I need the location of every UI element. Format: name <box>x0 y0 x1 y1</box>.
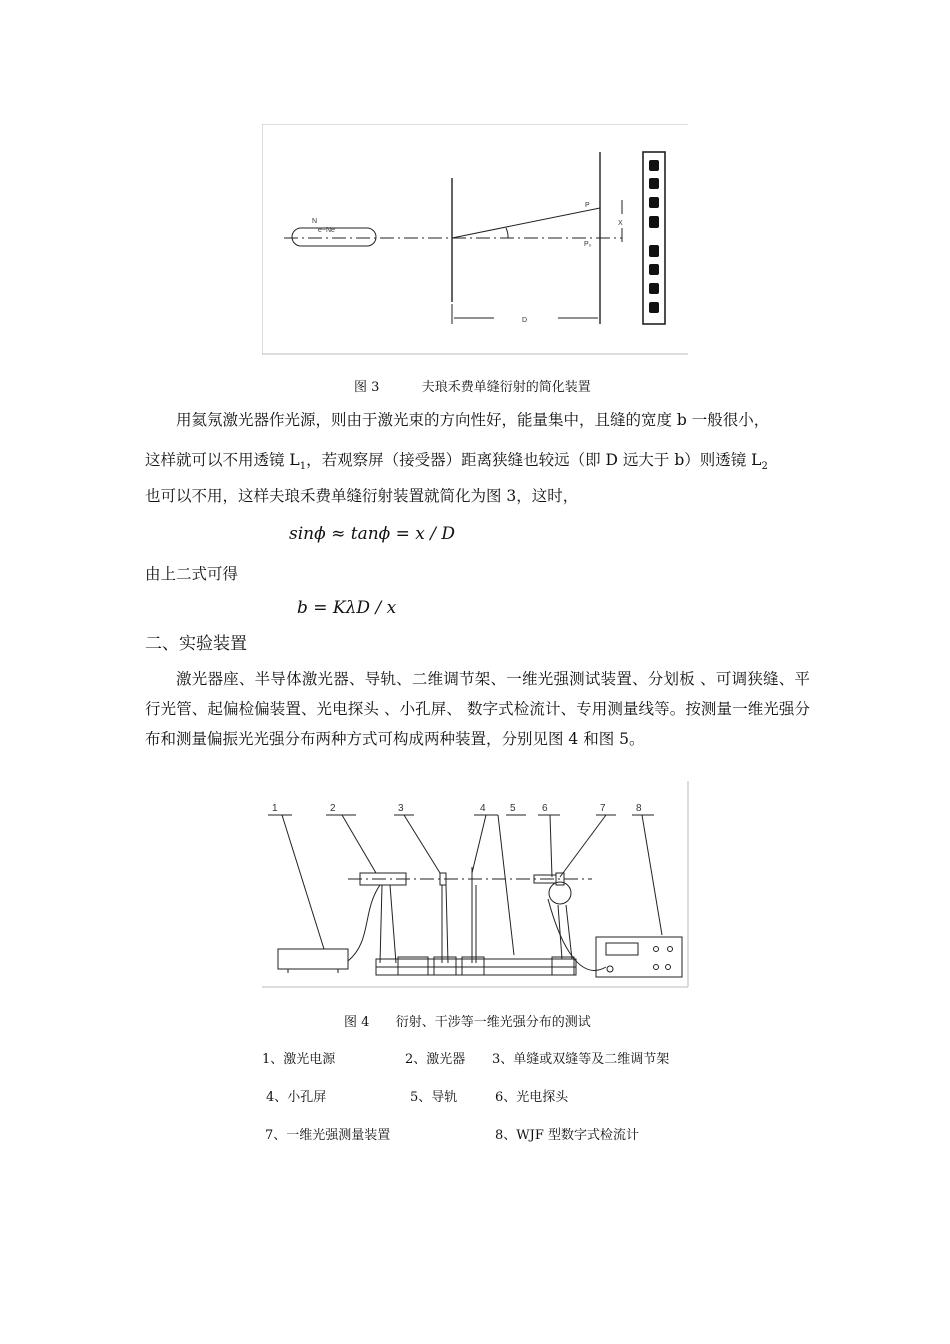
fringe <box>649 302 659 313</box>
figure-4-caption <box>344 1011 591 1030</box>
fringe <box>649 283 659 294</box>
section-heading: 二、实验装置 <box>145 634 247 654</box>
paragraph-1-line-3: 也可以不用，这样夫琅禾费单缝衍射装置就简化为图 3，这时， <box>145 487 579 505</box>
legend-item: 4、小孔屏 <box>266 1090 327 1105</box>
fig4-number: 8 <box>636 803 642 814</box>
galvanometer-display <box>606 943 638 955</box>
paragraph-1-line-2: 这样就可以不用透镜 $L_1$，若观察屏（接受器）距离狭缝也较远（即 D 远大于 b）则透镜 $L_2$ <box>145 451 768 473</box>
legend-item: 7、一维光强测量装置 <box>265 1128 391 1143</box>
label-n: N <box>312 218 318 225</box>
figure-4-title: 衍射、干涉等一维光强分布的测试 <box>395 1015 591 1030</box>
formula-b: b = KλD / x <box>297 598 397 618</box>
fringe <box>649 197 659 208</box>
legend-item: 2、激光器 <box>405 1052 466 1067</box>
legend-item: 6、光电探头 <box>495 1090 569 1105</box>
label-source: e−Ne <box>318 227 335 234</box>
diffraction-pattern-panel <box>643 152 665 324</box>
label-p0: P₀ <box>584 241 592 248</box>
laser-power-supply <box>278 949 348 969</box>
label-p: P <box>585 202 590 209</box>
fringe <box>649 178 659 189</box>
fringe <box>649 264 659 275</box>
fig4-number: 5 <box>510 803 516 814</box>
paragraph-1-line-1: 用氦氖激光器作光源，则由于激光束的方向性好，能量集中，且缝的宽度 b 一般很小， <box>176 411 770 429</box>
fig4-number: 7 <box>600 803 606 814</box>
figure-3-number: 图 3 <box>354 380 380 395</box>
legend-item: 5、导轨 <box>410 1090 458 1105</box>
fringe <box>649 216 659 228</box>
label-x: X <box>618 220 623 227</box>
fringe <box>649 160 659 171</box>
fig4-number: 1 <box>272 803 278 814</box>
formula-sin-tan: sinϕ ≈ tanϕ = x / D <box>289 524 456 544</box>
legend-item: 3、单缝或双缝等及二维调节架 <box>492 1052 670 1067</box>
figure-3-title: 夫琅禾费单缝衍射的简化装置 <box>421 380 591 395</box>
figure-4-diagram <box>262 781 690 989</box>
legend-item: 1、激光电源 <box>262 1052 336 1067</box>
fig4-number: 3 <box>398 803 404 814</box>
figure-3-caption <box>354 376 591 395</box>
paragraph-2: 由上二式可得 <box>145 565 239 583</box>
fringe <box>649 245 659 257</box>
fig4-number: 2 <box>330 803 336 814</box>
legend-item: 8、WJF 型数字式检流计 <box>495 1128 639 1143</box>
figure-3-diagram <box>262 124 690 356</box>
fig4-number: 6 <box>542 803 548 814</box>
section-paragraph: 激光器座、半导体激光器、导轨、二维调节架、一维光强测试装置、分划板 、可调狭缝、平行光管、起偏检偏装置、光电探头 、小孔屏、 数字式检流计、专用测量线等。按测量一维光强分布和测量偏振光光强分布两种方式可构成两种装置，分别见图 4 和图 5。 <box>145 670 810 748</box>
label-d: D <box>522 317 528 324</box>
figure-4-number: 图 4 <box>344 1015 370 1030</box>
fig4-number: 4 <box>480 803 486 814</box>
